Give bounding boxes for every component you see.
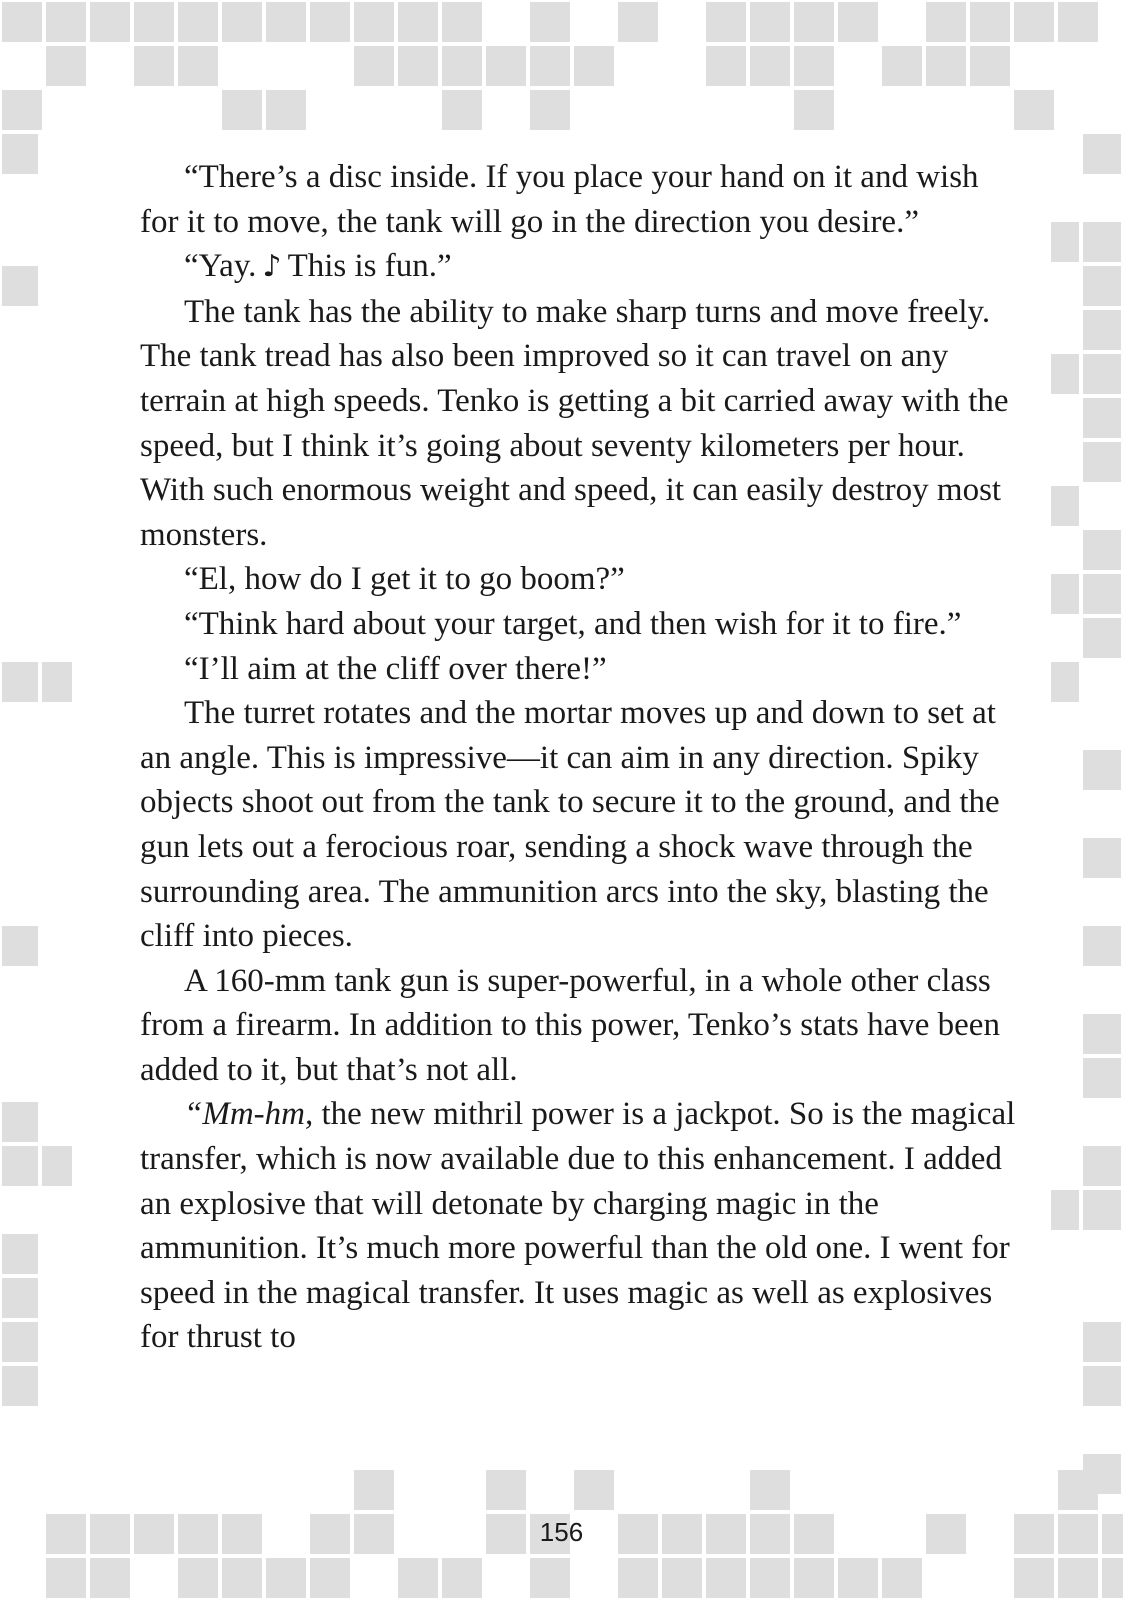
paragraph-text: the new mithril power is a jackpot. So is the magical transfer, which is now available due to this enhancement. I added an explosive that will detonate by charging magic in the ammunition. It’s much more powerful than the old one. I went for speed in the magical transfer. It uses magic as well as explosives for thrust to (140, 1096, 1016, 1356)
border-tile (42, 662, 72, 702)
music-note-icon: ♪ (262, 249, 282, 285)
paragraph (140, 1092, 1020, 1360)
border-tile (354, 1470, 394, 1510)
border-tile (706, 2, 746, 42)
border-tile (1083, 266, 1121, 306)
border-tile (750, 2, 790, 42)
border-tile (530, 46, 570, 86)
border-tile (310, 2, 350, 42)
border-tile (486, 1470, 526, 1510)
border-tile (442, 46, 482, 86)
border-tile (2, 926, 38, 966)
border-tile (1083, 618, 1121, 658)
border-tile (926, 2, 966, 42)
border-tile (266, 1558, 306, 1598)
border-tile (266, 90, 306, 130)
border-tile (1083, 926, 1121, 966)
border-tile (2, 90, 42, 130)
paragraph: “Think hard about your target, and then wish for it to fire.” (184, 605, 962, 642)
paragraph (140, 244, 1020, 290)
border-tile (1051, 354, 1079, 394)
border-tile (1083, 750, 1121, 790)
border-tile (46, 2, 86, 42)
border-tile (222, 2, 262, 42)
border-tile (222, 1558, 262, 1598)
border-tile (134, 46, 174, 86)
paragraph-text: “Yay. (184, 248, 257, 285)
border-tile (970, 46, 1010, 86)
border-tile (618, 1558, 658, 1598)
border-tile (1083, 398, 1121, 438)
border-tile (574, 46, 614, 86)
border-tile (2, 1278, 38, 1318)
border-tile (134, 2, 174, 42)
border-tile (1014, 2, 1054, 42)
border-tile (2, 1146, 38, 1186)
border-tile (2, 662, 38, 702)
border-tile (1083, 222, 1121, 262)
border-tile (882, 1558, 922, 1598)
border-tile (1083, 134, 1121, 174)
page-number: 156 (539, 1517, 584, 1547)
border-tile (970, 2, 1010, 42)
border-tile (178, 46, 218, 86)
border-tile (1083, 1190, 1121, 1230)
border-tile (1058, 2, 1098, 42)
border-tile (1083, 530, 1121, 570)
paragraph: The turret rotates and the mortar moves up and down to set at an angle. This is impressive—it can aim in any direction. Spiky objects shoot out from the tank to secure it to the ground, and the gun lets out a ferocious roar, sending a shock wave through the surrounding area. The ammunition arcs into the sky, blasting the cliff into pieces. (140, 695, 1000, 955)
border-tile (1014, 1558, 1054, 1598)
border-tile (1083, 310, 1121, 350)
border-tile (574, 1470, 614, 1510)
paragraph: The tank has the ability to make sharp turns and move freely. The tank tread has also been improved so it can travel on any terrain at high speeds. Tenko is getting a bit carried away with the speed, but I think it’s going about seventy kilometers per hour. With such enormous weight and speed, it can easily destroy most monsters. (140, 293, 1009, 553)
border-tile (662, 1558, 702, 1598)
border-tile (2, 134, 38, 174)
border-tile (178, 2, 218, 42)
border-tile (750, 1470, 790, 1510)
border-tile (1058, 1558, 1098, 1598)
border-tile (442, 90, 482, 130)
border-tile (2, 1322, 38, 1362)
paragraph: “There’s a disc inside. If you place your hand on it and wish for it to move, the tank will go in the direction you desire.” (140, 159, 979, 240)
border-tile (794, 2, 834, 42)
border-tile (1014, 90, 1054, 130)
border-tile (1051, 1190, 1079, 1230)
border-tile (46, 1558, 86, 1598)
border-tile (486, 46, 526, 86)
italic-text: “Mm-hm, (184, 1096, 314, 1133)
border-tile (794, 46, 834, 86)
border-tile (706, 46, 746, 86)
border-tile (1083, 354, 1121, 394)
border-tile (882, 46, 922, 86)
border-tile (530, 90, 570, 130)
border-tile (1083, 1322, 1121, 1362)
border-tile (2, 1366, 38, 1406)
border-tile (442, 2, 482, 42)
border-tile (1083, 838, 1121, 878)
border-tile (1083, 574, 1121, 614)
border-tile (178, 1558, 218, 1598)
paragraph: “El, how do I get it to go boom?” (184, 561, 625, 598)
border-tile (442, 1558, 482, 1598)
border-tile (618, 2, 658, 42)
border-tile (1083, 1014, 1121, 1054)
border-tile (90, 2, 130, 42)
border-tile (838, 2, 878, 42)
border-tile (530, 1558, 570, 1598)
border-tile (90, 1558, 130, 1598)
border-tile (354, 46, 394, 86)
paragraph-text: This is fun.” (287, 248, 452, 285)
border-tile (706, 1558, 746, 1598)
border-tile (42, 1146, 72, 1186)
border-tile (1051, 222, 1079, 262)
border-tile (2, 2, 42, 42)
border-tile (530, 2, 570, 42)
border-tile (1083, 1454, 1121, 1494)
border-tile (1051, 486, 1079, 526)
border-tile (2, 266, 38, 306)
border-tile (794, 1558, 834, 1598)
border-tile (2, 1234, 38, 1274)
border-tile (222, 90, 262, 130)
border-tile (838, 1558, 878, 1598)
border-tile (2, 1102, 38, 1142)
border-tile (750, 1558, 790, 1598)
border-tile (1051, 574, 1079, 614)
border-tile (46, 46, 86, 86)
paragraph: “I’ll aim at the cliff over there!” (184, 650, 607, 687)
border-tile (750, 46, 790, 86)
border-tile (1083, 1366, 1121, 1406)
border-tile (1051, 662, 1079, 702)
border-tile (266, 2, 306, 42)
border-tile (398, 1558, 438, 1598)
border-tile (794, 90, 834, 130)
border-tile (926, 46, 966, 86)
border-tile (1083, 1058, 1121, 1098)
border-tile (398, 46, 438, 86)
border-tile (1102, 1558, 1123, 1598)
border-tile (354, 2, 394, 42)
border-tile (310, 1558, 350, 1598)
border-tile (1083, 442, 1121, 482)
paragraph: A 160-mm tank gun is super-powerful, in a whole other class from a firearm. In addition to this power, Tenko’s stats have been added to it, but that’s not all. (140, 962, 1000, 1088)
border-tile (1083, 1146, 1121, 1186)
page-body-text (140, 155, 1020, 1360)
border-tile (398, 2, 438, 42)
